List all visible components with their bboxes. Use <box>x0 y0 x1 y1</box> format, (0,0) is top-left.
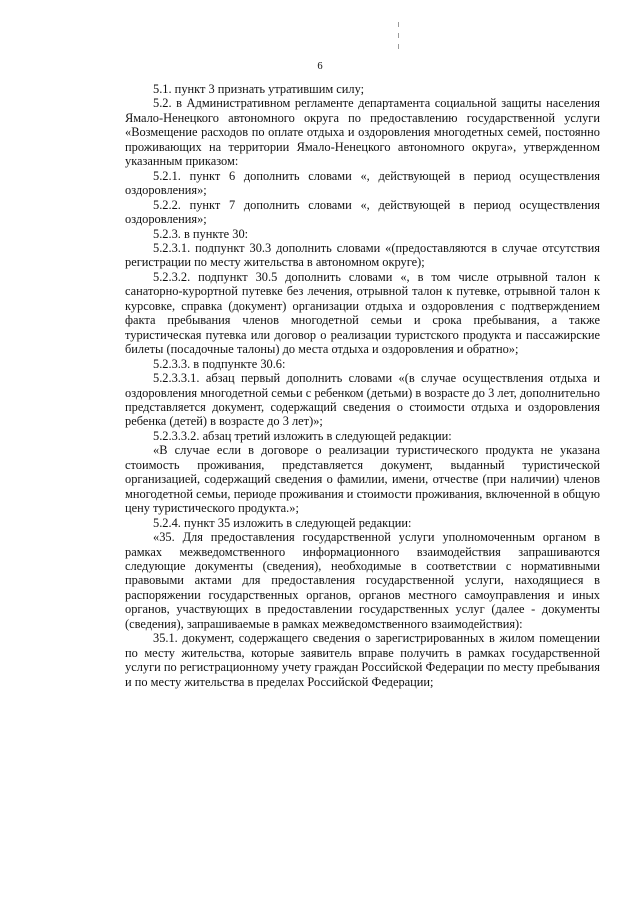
paragraph: 5.2.3.3.1. абзац первый дополнить словами «(в случае осуществления отдыха и оздоровления многодетной семьи с ребенком (детьми) в возрасте до 3 лет, дополнительно представляется документ, содержащий сведения о стоимости отдыха и оздоровления ребенка (детей) в возрасте до 3 лет)»; <box>125 371 600 429</box>
scan-artifact <box>398 44 399 49</box>
paragraph: «В случае если в договоре о реализации туристического продукта не указана стоимость проживания, представляется документ, выданный туристической организацией, содержащий сведения о фамилии, имени, отчестве (при наличии) членов многодетной семьи, периоде проживания и стоимости проживания, включенной в общую цену туристического продукта.»; <box>125 443 600 516</box>
paragraph: 35.1. документ, содержащего сведения о зарегистрированных в жилом помещении по месту жительства, которые заявитель вправе получить в рамках государственной услуги по регистрационному учету граждан Российской Федерации по месту пребывания и по месту жительства в пределах Российской Федерации; <box>125 631 600 689</box>
paragraph: 5.2.1. пункт 6 дополнить словами «, действующей в период осуществления оздоровления»; <box>125 168 600 198</box>
paragraph: 5.2.3. в пункте 30: <box>153 226 249 241</box>
paragraph: 5.2.3.3. в подпункте 30.6: <box>153 356 286 371</box>
document-body <box>125 82 600 689</box>
paragraph: 5.2.2. пункт 7 дополнить словами «, действующей в период осуществления оздоровления»; <box>125 197 600 227</box>
paragraph: 5.2.3.1. подпункт 30.3 дополнить словами «(предоставляются в случае отсутствия регистрации по месту жительства в автономном округе); <box>125 240 600 270</box>
page-number: 6 <box>317 61 323 72</box>
paragraph: «35. Для предоставления государственной услуги уполномоченным органом в рамках межведомственного информационного взаимодействия запрашиваются следующие документы (сведения), необходимые в соответствии с нормативными правовыми актами для предоставления государственной услуги, находящиеся в распоряжении государственных органов, органов местного самоуправления и иных органов, участвующих в предоставлении государственных услуг (далее - документы (сведения), запрашиваемые в рамках межведомственного взаимодействия): <box>125 530 600 631</box>
scan-artifact <box>398 22 399 27</box>
paragraph: 5.2.3.3.2. абзац третий изложить в следующей редакции: <box>153 428 452 443</box>
paragraph: 5.2. в Административном регламенте департамента социальной защиты населения Ямало-Ненецкого автономного округа по предоставлению государственной услуги «Возмещение расходов по оплате отдыха и оздоровления многодетных семей, постоянно проживающих на территории Ямало-Ненецкого автономного округа», утвержденном указанным приказом: <box>125 96 600 169</box>
paragraph: 5.1. пункт 3 признать утратившим силу; <box>153 82 365 96</box>
paragraph: 5.2.4. пункт 35 изложить в следующей редакции: <box>153 515 412 530</box>
scan-artifact <box>398 33 399 38</box>
paragraph: 5.2.3.2. подпункт 30.5 дополнить словами «, в том числе отрывной талон к санаторно-курортной путевке без лечения, отрывной талон к путевке, отрывной талон к курсовке, справка (документ) организации отдыха и оздоровления с подтверждением факта пребывания членов многодетной семьи и срока пребывания, а также туристическая путевка или договор о реализации туристского продукта и пассажирские билеты (посадочные талоны) до места отдыха и оздоровления и обратно»; <box>125 269 600 357</box>
